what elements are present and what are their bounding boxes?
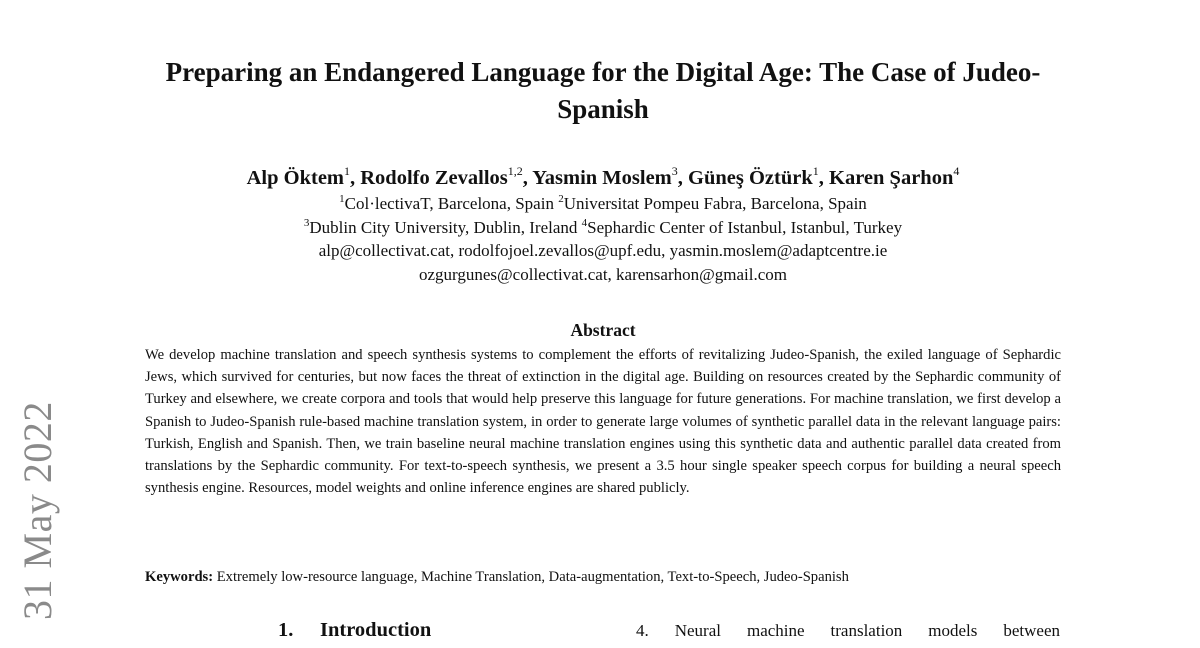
author-list: Alp Öktem$^1$, Rodolfo Zevallos$^{1,2}$, Yasmin Moslem$^3$, Güneş Öztürk$^1$, Karen Şarhon$^4$	[246, 164, 960, 189]
author-name: Alp Öktem	[246, 167, 344, 189]
keywords-line	[145, 566, 1061, 588]
author-affiliation-mark: 1	[812, 164, 819, 178]
section-heading	[278, 616, 431, 644]
column-two-text: 4. Neural machine translation models between	[636, 621, 1060, 640]
abstract-heading: Abstract	[570, 320, 636, 340]
paper-title: Preparing an Endangered Language for the Digital Age: The Case of Judeo-Spanish	[165, 57, 1041, 124]
author-name: Rodolfo Zevallos	[360, 167, 508, 189]
affiliation-text: Universitat Pompeu Fabra, Barcelona, Spain	[563, 194, 867, 213]
email-line: ozgurgunes@collectivat.cat, karensarhon@gmail.com	[418, 265, 788, 284]
author-name: Güneş Öztürk	[688, 167, 813, 189]
author-name: Karen Şarhon	[829, 167, 954, 189]
affiliation-text: Sephardic Center of Istanbul, Istanbul, Turkey	[587, 218, 903, 237]
author-name: Yasmin Moslem	[532, 167, 672, 189]
affiliation-mark: 3	[303, 217, 310, 229]
affiliation-line	[150, 192, 1056, 216]
affiliation-mark: 4	[581, 217, 588, 229]
author-affiliation-mark: 4	[953, 164, 960, 178]
section-number: 1.	[278, 619, 294, 641]
affiliation-mark: 1	[339, 193, 345, 205]
arxiv-date-stamp: 31 May 2022	[15, 401, 60, 620]
keywords-label: Keywords:	[145, 569, 214, 585]
affiliation-text: Dublin City University, Dublin, Ireland	[309, 218, 578, 237]
author-affiliation-mark: 3	[671, 164, 678, 178]
author-affiliation-mark: 1	[344, 164, 350, 178]
author-affiliation-mark: 1,2	[507, 164, 523, 178]
section-title: Introduction	[320, 619, 432, 641]
affiliation-text: Col·lectivaT, Barcelona, Spain	[344, 194, 554, 213]
affiliation-line	[150, 216, 1056, 240]
email-line: alp@collectivat.cat, rodolfojoel.zevallos@upf.edu, yasmin.moslem@adaptcentre.ie	[318, 241, 888, 260]
keywords-text: Extremely low-resource language, Machine Translation, Data-augmentation, Text-to-Speech, Judeo-Spanish	[216, 569, 849, 585]
affiliation-mark: 2	[558, 193, 564, 205]
abstract-body: We develop machine translation and speech synthesis systems to complement the efforts of revitalizing Judeo-Spanish, the exiled language of Sephardic Jews, which survived for centuries, but now faces the threat of extinction in the digital age. Building on resources created by the Sephardic community of Turkey and elsewhere, we create corpora and tools that would help preserve this language for future generations. For machine translation, we first develop a Spanish to Judeo-Spanish rule-based machine translation system, in order to generate large volumes of synthetic parallel data in the relevant language pairs: Turkish, English and Spanish. Then, we train baseline neural machine translation engines using this synthetic data and authentic parallel data created from translations by the Sephardic community. For text-to-speech synthesis, we present a 3.5 hour single speaker speech corpus for building a neural speech synthesis engine. Resources, model weights and online inference engines are shared publicly.	[145, 347, 1061, 497]
